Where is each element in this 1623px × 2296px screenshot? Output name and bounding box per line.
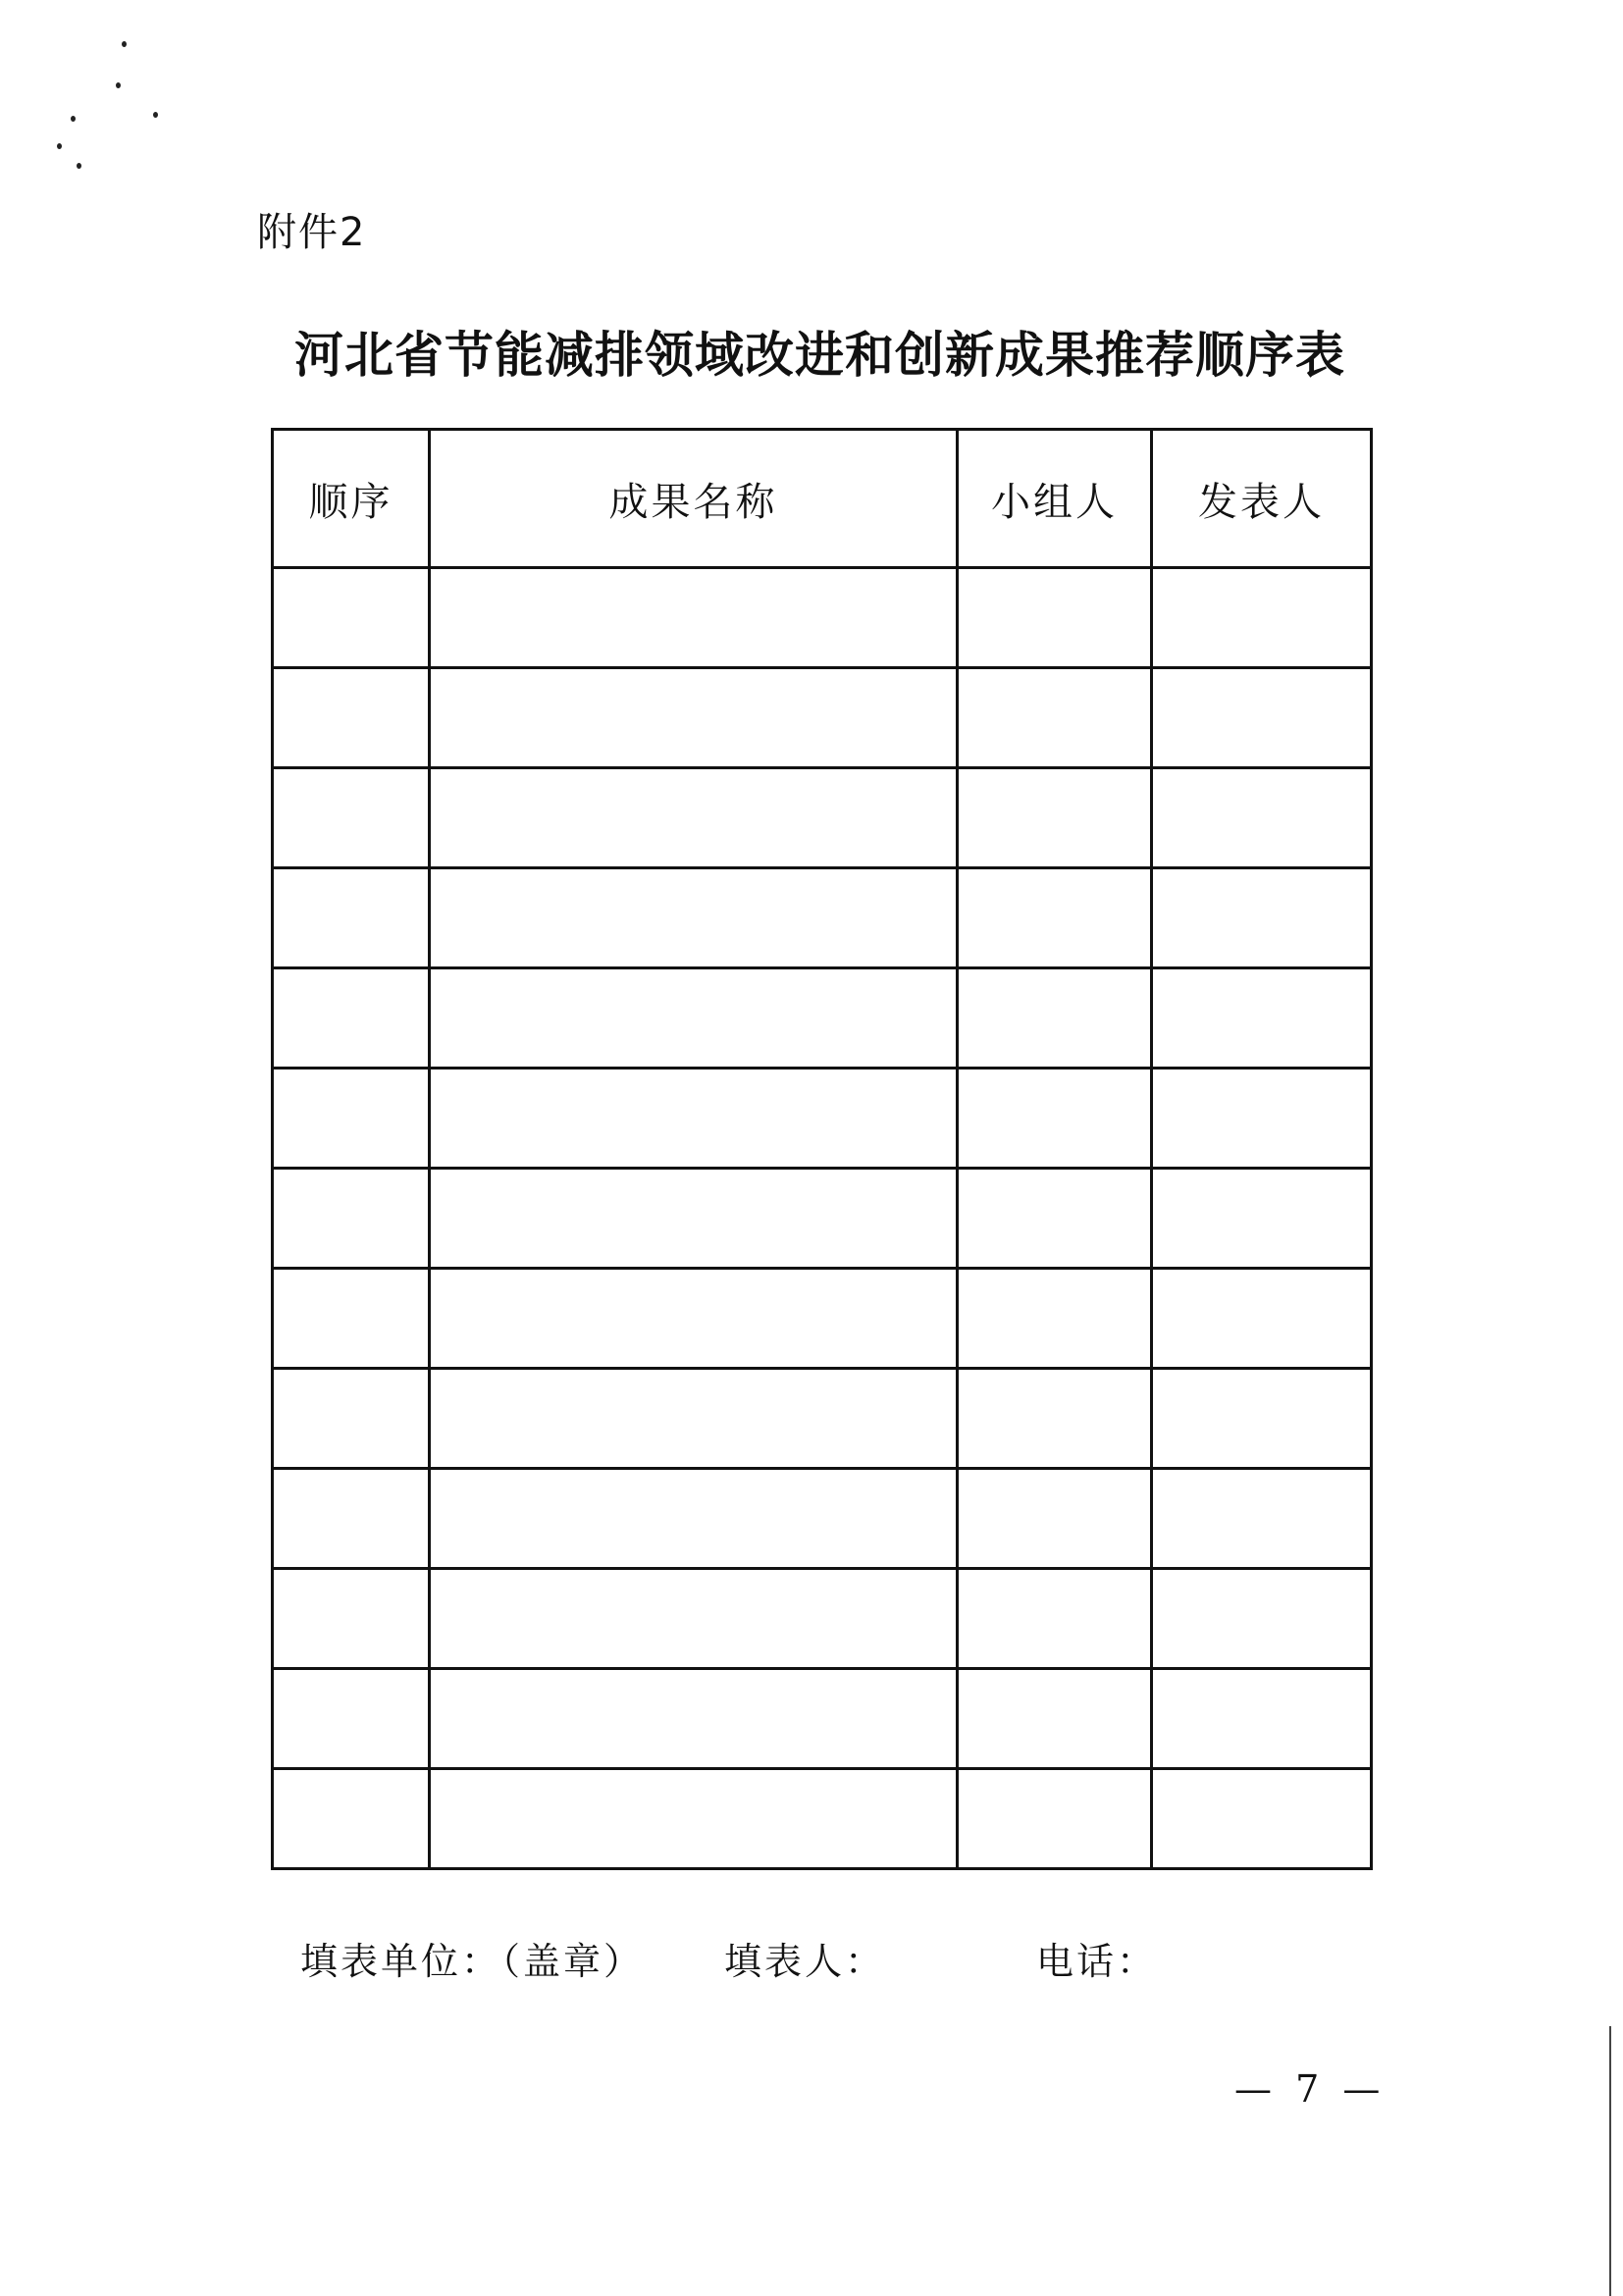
cell-presenter — [1152, 1669, 1372, 1769]
table-row — [273, 1769, 1372, 1869]
cell-order — [273, 1769, 430, 1869]
table-row — [273, 1369, 1372, 1469]
cell-team-members — [958, 1669, 1152, 1769]
cell-presenter — [1152, 668, 1372, 768]
cell-achievement-name — [430, 1069, 958, 1169]
cell-team-members — [958, 868, 1152, 968]
cell-order — [273, 768, 430, 868]
cell-team-members — [958, 1369, 1152, 1469]
cell-achievement-name — [430, 1369, 958, 1469]
cell-order — [273, 1369, 430, 1469]
cell-order — [273, 568, 430, 668]
table-row — [273, 1069, 1372, 1169]
cell-team-members — [958, 1769, 1152, 1869]
scan-speck — [57, 143, 62, 149]
table-row — [273, 1169, 1372, 1269]
cell-team-members — [958, 1069, 1152, 1169]
cell-achievement-name — [430, 1669, 958, 1769]
table-row — [273, 868, 1372, 968]
table-header-row — [273, 430, 1372, 568]
cell-order — [273, 1069, 430, 1169]
cell-order — [273, 1569, 430, 1669]
scan-speck — [77, 163, 81, 169]
cell-team-members — [958, 968, 1152, 1069]
cell-presenter — [1152, 1069, 1372, 1169]
filler-label: 填表人： — [724, 1940, 886, 1983]
cell-presenter — [1152, 868, 1372, 968]
cell-team-members — [958, 1269, 1152, 1369]
cell-team-members — [958, 1169, 1152, 1269]
scan-speck — [71, 116, 76, 122]
cell-presenter — [1152, 1569, 1372, 1669]
table-row — [273, 668, 1372, 768]
cell-order — [273, 868, 430, 968]
cell-presenter — [1152, 568, 1372, 668]
cell-order — [273, 1669, 430, 1769]
scan-speck — [153, 112, 158, 118]
scan-speck — [116, 82, 121, 88]
table-row — [273, 1569, 1372, 1669]
table-body — [273, 568, 1372, 1869]
cell-presenter — [1152, 1469, 1372, 1569]
attachment-label: 附件2 — [257, 210, 367, 255]
cell-achievement-name — [430, 1569, 958, 1669]
cell-presenter — [1152, 768, 1372, 868]
cell-achievement-name — [430, 668, 958, 768]
cell-presenter — [1152, 1269, 1372, 1369]
cell-achievement-name — [430, 1469, 958, 1569]
cell-presenter — [1152, 968, 1372, 1069]
header-presenter: 发表人 — [1152, 430, 1372, 568]
fill-unit-label: 填表单位：（盖章） — [300, 1940, 645, 1983]
cell-team-members — [958, 768, 1152, 868]
table-row — [273, 1469, 1372, 1569]
page-title: 河北省节能减排领域改进和创新成果推荐顺序表 — [294, 326, 1345, 384]
cell-achievement-name — [430, 868, 958, 968]
phone-label: 电话： — [1036, 1940, 1158, 1983]
table-row — [273, 1669, 1372, 1769]
cell-achievement-name — [430, 1269, 958, 1369]
cell-achievement-name — [430, 568, 958, 668]
header-achievement-name: 成果名称 — [430, 430, 958, 568]
cell-achievement-name — [430, 1169, 958, 1269]
cell-achievement-name — [430, 1769, 958, 1869]
cell-order — [273, 968, 430, 1069]
cell-order — [273, 1269, 430, 1369]
cell-presenter — [1152, 1769, 1372, 1869]
table-row — [273, 568, 1372, 668]
cell-team-members — [958, 1569, 1152, 1669]
cell-presenter — [1152, 1169, 1372, 1269]
page-number: — 7 — — [1234, 2067, 1387, 2111]
table-row — [273, 1269, 1372, 1369]
cell-team-members — [958, 568, 1152, 668]
cell-achievement-name — [430, 968, 958, 1069]
recommendation-table — [271, 428, 1373, 1870]
scan-speck — [122, 41, 127, 47]
cell-achievement-name — [430, 768, 958, 868]
header-team-members: 小组人 — [958, 430, 1152, 568]
scan-edge-line — [1609, 2026, 1611, 2296]
table-row — [273, 768, 1372, 868]
cell-order — [273, 1469, 430, 1569]
cell-order — [273, 668, 430, 768]
cell-team-members — [958, 668, 1152, 768]
cell-order — [273, 1169, 430, 1269]
table-row — [273, 968, 1372, 1069]
cell-team-members — [958, 1469, 1152, 1569]
header-order: 顺序 — [273, 430, 430, 568]
cell-presenter — [1152, 1369, 1372, 1469]
